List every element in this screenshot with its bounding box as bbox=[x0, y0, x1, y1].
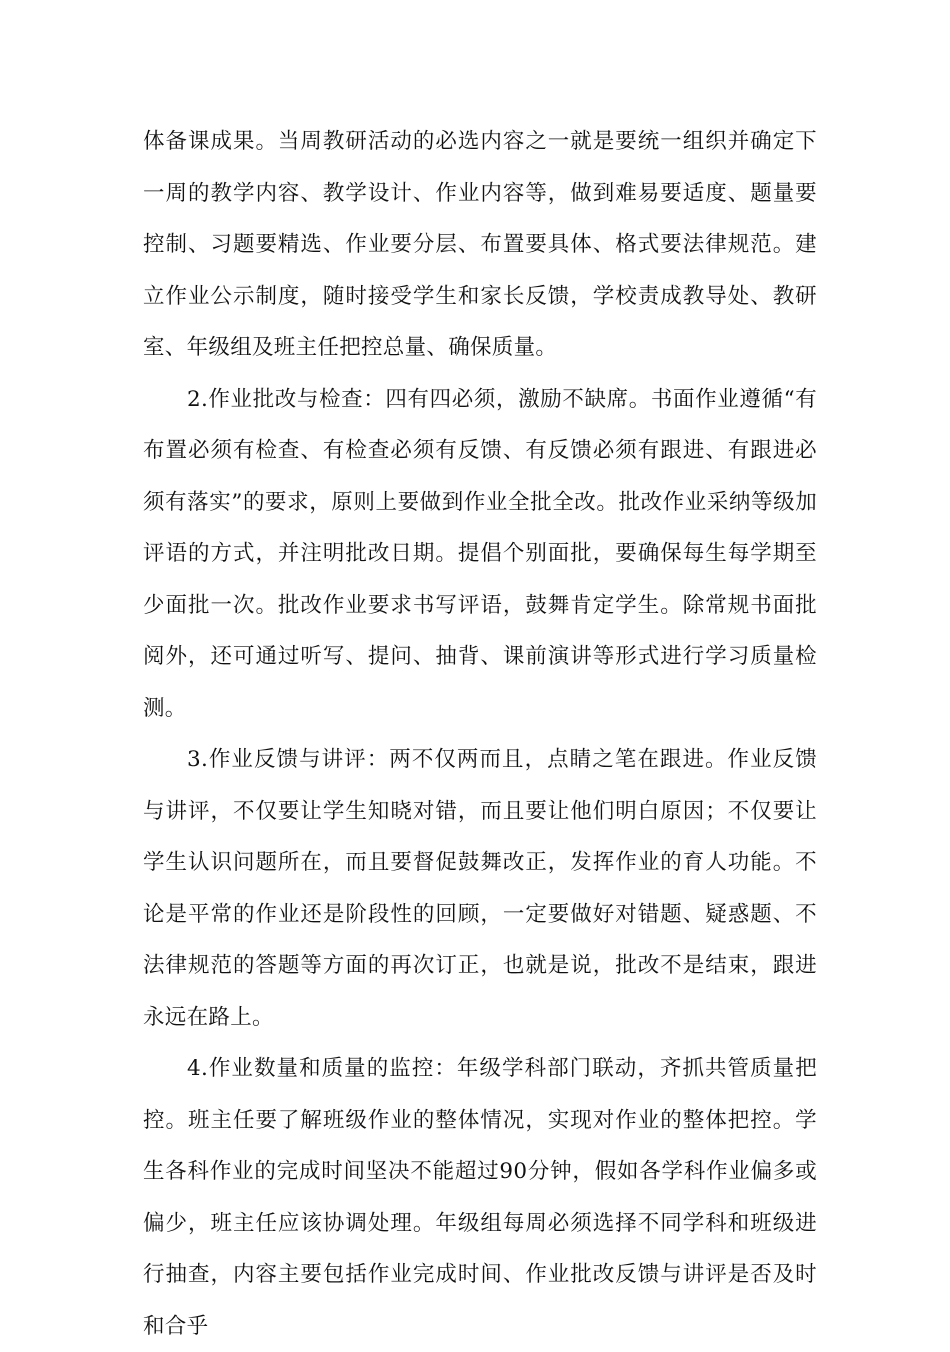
paragraph-continuation: 体备课成果。当周教研活动的必选内容之一就是要统一组织并确定下一周的教学内容、教学设计、作业内容等，做到难易要适度、题量要控制、习题要精选、作业要分层、布置要具体、格式要法律规范。建立作业公示制度，随时接受学生和家长反馈，学校责成教导处、教研室、年级组及班主任把控总量、确保质量。 bbox=[143, 129, 817, 360]
paragraph-homework-feedback: 3.作业反馈与讲评：两不仅两而且，点睛之笔在跟进。作业反馈与讲评，不仅要让学生知晓对错，而且要让他们明白原因；不仅要让学生认识问题所在，而且要督促鼓舞改正，发挥作业的育人功能。不论是平常的作业还是阶段性的回顾，一定要做好对错题、疑惑题、不法律规范的答题等方面的再次订正，也就是说，批改不是结束，跟进永远在路上。 bbox=[143, 747, 817, 1030]
document-body bbox=[143, 116, 817, 1352]
paragraph-homework-grading: 2.作业批改与检查：四有四必须，激励不缺席。书面作业遵循“有布置必须有检查、有检查必须有反馈、有反馈必须有跟进、有跟进必须有落实”的要求，原则上要做到作业全批全改。批改作业采纳等级加评语的方式，并注明批改日期。提倡个别面批，要确保每生每学期至少面批一次。批改作业要求书写评语，鼓舞肯定学生。除常规书面批阅外，还可通过听写、提问、抽背、课前演讲等形式进行学习质量检测。 bbox=[143, 386, 817, 721]
paragraph-homework-monitoring: 4.作业数量和质量的监控：年级学科部门联动，齐抓共管质量把控。班主任要了解班级作业的整体情况，实现对作业的整体把控。学生各科作业的完成时间坚决不能超过90分钟，假如各学科作业偏多或偏少，班主任应该协调处理。年级组每周必须选择不同学科和班级进行抽查，内容主要包括作业完成时间、作业批改反馈与讲评是否及时和合乎 bbox=[143, 1056, 817, 1339]
